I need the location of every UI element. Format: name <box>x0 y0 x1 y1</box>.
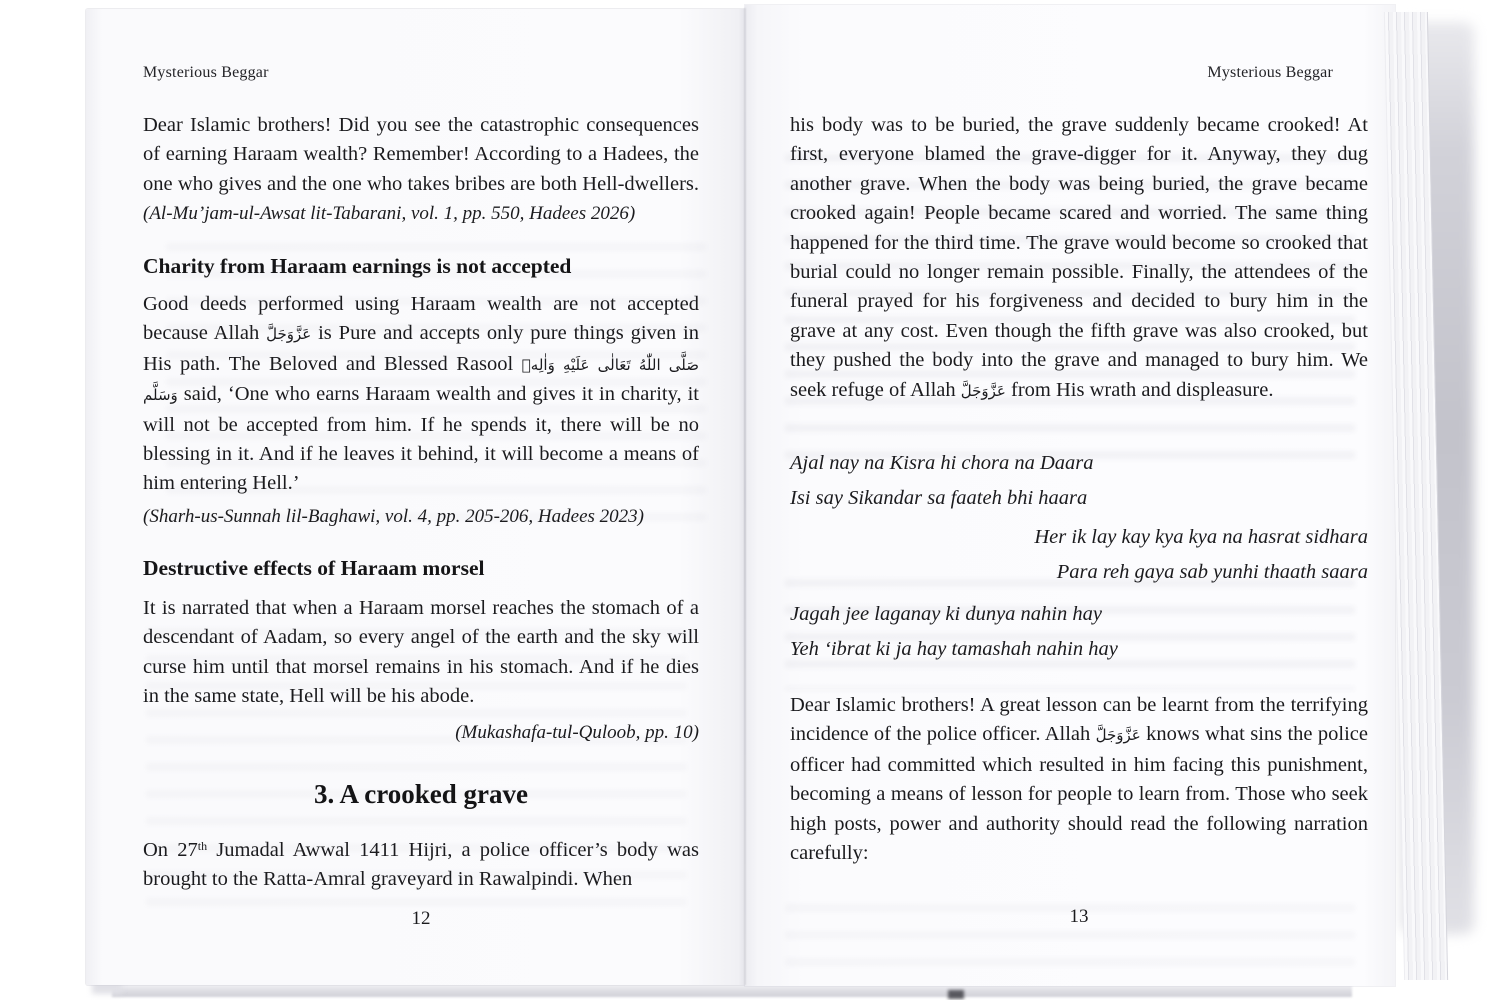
chapter-title: 3. A crooked grave <box>314 779 528 809</box>
hadees-citation: (Al-Mu’jam-ul-Awsat lit-Tabarani, vol. 1, pp. 550, Hadees 2026) <box>143 203 636 225</box>
paragraph-text: Good deeds performed using Haraam wealth are not accepted because Allah <box>143 293 699 345</box>
poem-line: Jagah jee laganay ki dunya nahin hay <box>790 603 1102 625</box>
left-page <box>86 9 745 985</box>
book-gutter <box>744 8 746 985</box>
shadow-smudge <box>948 990 964 999</box>
paragraph-text: Dear Islamic brothers! A great lesson can be learnt from the terrifying incidence of the police officer. Allah <box>790 694 1368 746</box>
section-heading: Destructive effects of Haraam morsel <box>143 556 485 580</box>
poem-line: Para reh gaya sab yunhi thaath saara <box>1056 561 1368 583</box>
section-heading: Charity from Haraam earnings is not accepted <box>143 254 572 278</box>
arabic-honorific: عَزَّوَجَلَّ <box>960 381 1006 400</box>
body-paragraph <box>790 111 1368 406</box>
paragraph-text: Dear Islamic brothers! Did you see the catastrophic consequences of earning Haraam wealth? Remember! According to a Hadees, the one who gives and the one who takes bribes are both Hell-dwellers. <box>143 114 699 195</box>
body-paragraph <box>143 836 699 895</box>
poem-line: Ajal nay na Kisra hi chora na Daara <box>790 452 1094 474</box>
right-page <box>745 5 1395 986</box>
paragraph-text: his body was to be buried, the grave suddenly became crooked! At first, everyone blamed the grave-digger for it. Anyway, they dug another grave. When the body was being buried, the grave became crooked again! People became scared and worried. The same thing happened for the third time. The grave would become so crooked that burial could no longer remain possible. Finally, the attendees of the funeral prayed for his forgiveness and decided to bury him in the grave at any cost. Even though the fifth grave was also crooked, but they pushed the body into the grave and managed to bury him. We seek refuge of Allah <box>790 114 1368 401</box>
arabic-honorific: صَلَّى اللّٰهُ تَعَالٰى عَلَيْهِ وَاٰلِهٖ وَسَلَّم <box>143 355 700 405</box>
poem-line: Her ik lay kay kya kya na hasrat sidhara <box>1034 526 1368 548</box>
running-header: Mysterious Beggar <box>143 64 269 81</box>
arabic-honorific: عَزَّوَجَلَّ <box>266 325 312 344</box>
running-header: Mysterious Beggar <box>1207 64 1333 81</box>
paragraph-text: from His wrath and displeasure. <box>1005 378 1274 401</box>
body-paragraph <box>790 691 1368 868</box>
page-number: 13 <box>1069 906 1089 927</box>
paragraph-text: is Pure and accepts only pure things given in His path. The Beloved and Blessed Rasool <box>143 322 699 375</box>
hadees-citation: (Mukashafa-tul-Quloob, pp. 10) <box>455 722 699 743</box>
hadees-citation: (Sharh-us-Sunnah lil-Baghawi, vol. 4, pp. 205-206, Hadees 2023) <box>143 506 644 527</box>
body-paragraph <box>143 111 699 229</box>
paragraph-text: Jumadal Awwal 1411 Hijri, a police officer’s body was brought to the Ratta-Amral graveyard in Rawalpindi. When <box>143 839 699 891</box>
arabic-honorific: عَزَّوَجَلَّ <box>1095 726 1141 745</box>
paragraph-text: said, ‘One who earns Haraam wealth and gives it in charity, it will not be accepted from him. If he spends it, there will be no blessing in it. And if he leaves it behind, it will become a means of him entering Hell.’ <box>143 383 699 495</box>
page-number: 12 <box>411 908 431 929</box>
body-paragraph: It is narrated that when a Haraam morsel reaches the stomach of a descendant of Aadam, so every angel of the earth and the sky will curse him until that morsel remains in his stomach. And if he dies in the same state, Hell will be his abode. <box>143 597 699 708</box>
poem-line: Yeh ‘ibrat ki ja hay tamashah nahin hay <box>790 638 1118 660</box>
paragraph-text: On 27 <box>143 839 198 861</box>
paragraph-text: knows what sins the police officer had committed which resulted in him facing this punishment, becoming a means of lesson for people to learn from. Those who seek high posts, power and authority should read the following narration carefully: <box>790 723 1368 865</box>
poem-line: Isi say Sikandar sa faateh bhi haara <box>790 487 1088 509</box>
bleed-through-texture <box>785 885 1355 975</box>
ordinal-superscript: th <box>197 839 208 853</box>
body-paragraph <box>143 290 699 499</box>
